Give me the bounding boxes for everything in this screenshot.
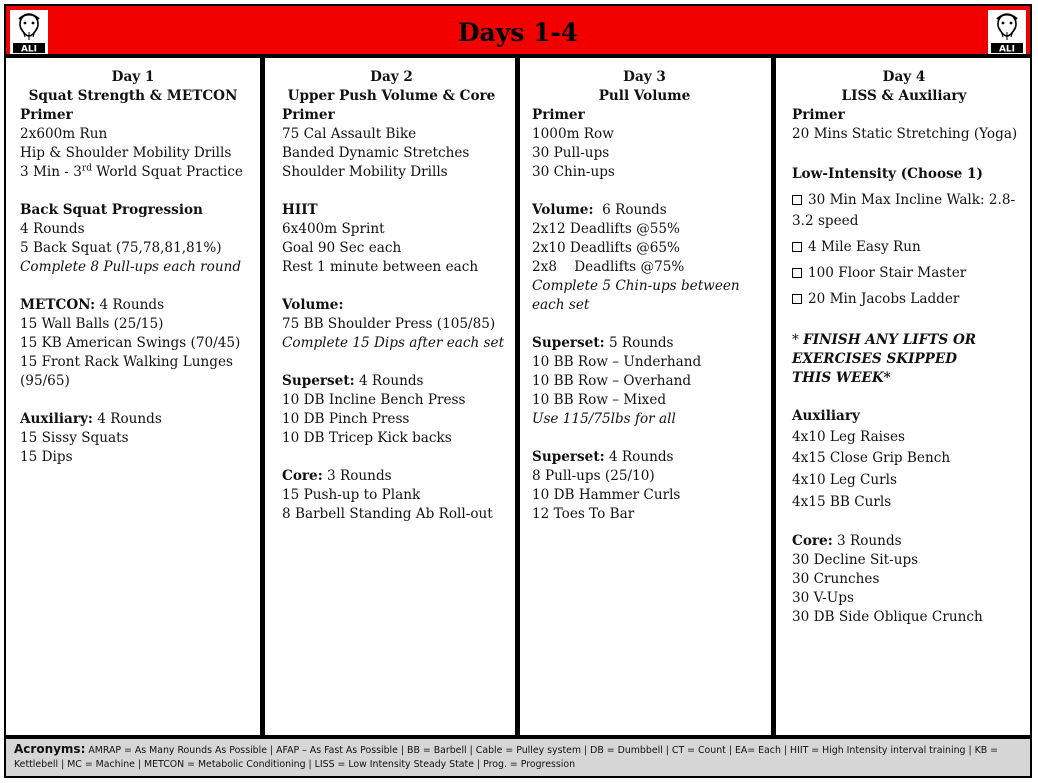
page-title: Days 1-4 (457, 18, 579, 47)
section-note: Complete 5 Chin-ups between each set (532, 278, 740, 313)
section-label: Superset: 5 Rounds (532, 335, 674, 351)
exercise-line: 30 Decline Sit-ups (792, 552, 919, 568)
acronyms-text: AMRAP = As Many Rounds As Possible | AFAP – As Fast As Possible | BB = Barbell | Cable = Pulley system | DB = Dumbbell | CT = Count | EA= Each | HIIT = High Intensity interval training | KB = Kettlebell | MC = Machine | METCON = Metabolic Conditioning | LISS = Low Intensity Steady State | Prog. = Progression (14, 745, 999, 770)
exercise-line: 30 DB Side Oblique Crunch (792, 609, 983, 625)
exercise-line: 4x15 BB Curls (792, 494, 892, 510)
day-3-column (520, 58, 771, 739)
day-heading: Day 4 (882, 69, 926, 85)
exercise-line: 12 Toes To Bar (532, 506, 635, 522)
exercise-line: 15 Wall Balls (25/15) (20, 316, 164, 332)
exercise-line: 10 DB Incline Bench Press (282, 392, 466, 408)
section-label: Auxiliary (792, 408, 860, 424)
exercise-line: 6x400m Sprint (282, 221, 385, 237)
checkbox-icon[interactable] (792, 268, 802, 278)
exercise-line: 4x10 Leg Raises (792, 429, 906, 445)
section-label: Volume: 6 Rounds (532, 202, 667, 218)
day-heading: Day 1 (111, 69, 155, 85)
checkbox-icon[interactable] (792, 195, 802, 205)
exercise-line: 30 V-Ups (792, 590, 854, 606)
exercise-line: 30 Pull-ups (532, 145, 610, 161)
checkbox-icon[interactable] (792, 242, 802, 252)
section-label: Core: 3 Rounds (792, 533, 902, 549)
section-label: Low-Intensity (Choose 1) (792, 166, 983, 182)
section-label: HIIT (282, 202, 318, 218)
exercise-line: 2x10 Deadlifts @65% (532, 240, 680, 256)
section-note: Complete 8 Pull-ups each round (20, 259, 242, 275)
day-heading: Day 3 (623, 69, 666, 85)
svg-text:ALI: ALI (20, 44, 38, 54)
section-label: METCON: 4 Rounds (20, 297, 165, 313)
section-label: Core: 3 Rounds (282, 468, 392, 484)
day-4-column (776, 58, 1030, 739)
section-label: Auxiliary: 4 Rounds (20, 411, 162, 427)
exercise-line: 5 Back Squat (75,78,81,81%) (20, 240, 222, 256)
day-focus: Pull Volume (598, 88, 691, 104)
day-focus: Squat Strength & METCON (28, 88, 238, 104)
exercise-line: Goal 90 Sec each (282, 240, 402, 256)
exercise-line: 10 DB Pinch Press (282, 411, 410, 427)
section-label: Primer (532, 107, 585, 123)
day-columns (6, 58, 1030, 739)
section-label: Superset: 4 Rounds (532, 449, 674, 465)
exercise-line: Banded Dynamic Stretches (282, 145, 470, 161)
day-focus: LISS & Auxiliary (841, 88, 967, 104)
brand-logo-right (988, 10, 1026, 54)
exercise-line: (95/65) (20, 373, 70, 389)
option-item[interactable]: 4 Mile Easy Run (792, 238, 1030, 257)
acronyms-label: Acronyms: (14, 742, 86, 756)
day-2-column (265, 58, 515, 739)
exercise-line: 10 DB Tricep Kick backs (282, 430, 452, 446)
exercise-line: 20 Mins Static Stretching (Yoga) (792, 126, 1018, 142)
day-heading: Day 2 (370, 69, 413, 85)
exercise-line: 2x600m Run (20, 126, 108, 142)
exercise-line: 15 Front Rack Walking Lunges (20, 354, 233, 370)
exercise-line: 10 DB Hammer Curls (532, 487, 681, 503)
exercise-line: 15 Dips (20, 449, 73, 465)
exercise-line: 4x10 Leg Curls (792, 472, 898, 488)
exercise-line: 15 Push-up to Plank (282, 487, 421, 503)
exercise-line: 10 BB Row – Overhand (532, 373, 692, 389)
exercise-line: 1000m Row (532, 126, 614, 142)
header-banner (6, 6, 1030, 58)
section-label: Volume: (282, 297, 344, 313)
exercise-line: 10 BB Row – Mixed (532, 392, 667, 408)
exercise-line: Rest 1 minute between each (282, 259, 479, 275)
reminder-note: * FINISH ANY LIFTS OR EXERCISES SKIPPED THIS WEEK* (792, 332, 977, 386)
section-label: Primer (282, 107, 335, 123)
exercise-line: 4x15 Close Grip Bench (792, 450, 951, 466)
exercise-line: 75 BB Shoulder Press (105/85) (282, 316, 496, 332)
exercise-line: 2x8 Deadlifts @75% (532, 259, 685, 275)
option-item[interactable]: 30 Min Max Incline Walk: 2.8-3.2 speed (792, 192, 1016, 229)
bearded-face-logo-icon (988, 10, 1026, 54)
exercise-line: 10 BB Row – Underhand (532, 354, 702, 370)
day-1-column (6, 58, 260, 739)
exercise-line: Hip & Shoulder Mobility Drills (20, 145, 232, 161)
option-item[interactable]: 100 Floor Stair Master (792, 264, 1030, 283)
exercise-line: 30 Chin-ups (532, 164, 615, 180)
exercise-line: 8 Barbell Standing Ab Roll-out (282, 506, 493, 522)
exercise-line: Shoulder Mobility Drills (282, 164, 448, 180)
section-note: Complete 15 Dips after each set (282, 335, 505, 351)
exercise-line: 8 Pull-ups (25/10) (532, 468, 655, 484)
section-label: Back Squat Progression (20, 202, 203, 218)
option-item[interactable]: 20 Min Jacobs Ladder (792, 290, 1030, 309)
exercise-line: 75 Cal Assault Bike (282, 126, 417, 142)
acronyms-footer (6, 735, 1030, 776)
exercise-line: 30 Crunches (792, 571, 880, 587)
exercise-line: 15 Sissy Squats (20, 430, 129, 446)
day-focus: Upper Push Volume & Core (287, 88, 496, 104)
checkbox-icon[interactable] (792, 294, 802, 304)
exercise-line: 2x12 Deadlifts @55% (532, 221, 680, 237)
exercise-line: 4 Rounds (20, 221, 85, 237)
exercise-line: 15 KB American Swings (70/45) (20, 335, 241, 351)
section-note: Use 115/75lbs for all (532, 411, 676, 427)
section-label: Primer (792, 107, 845, 123)
svg-text:ALI: ALI (998, 44, 1016, 54)
section-label: Primer (20, 107, 73, 123)
exercise-line: 3 Min - 3rd World Squat Practice (20, 163, 243, 180)
program-sheet (4, 4, 1032, 778)
section-label: Superset: 4 Rounds (282, 373, 424, 389)
